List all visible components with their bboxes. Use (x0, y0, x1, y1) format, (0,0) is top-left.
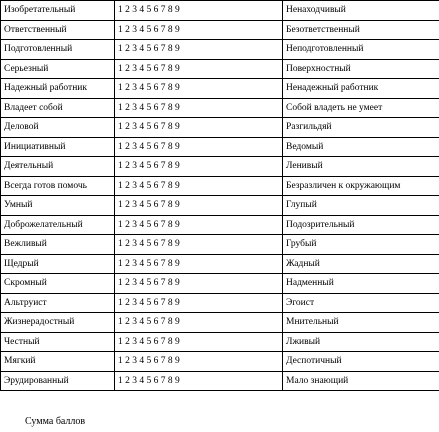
score-scale-cell: 1 2 3 4 5 6 7 8 9 (115, 98, 283, 118)
negative-trait-cell: Деспотичный (283, 352, 439, 372)
negative-trait-cell: Ненаходчивый (283, 1, 439, 21)
scale-row (1, 293, 439, 313)
negative-trait-cell: Жадный (283, 254, 439, 274)
positive-trait-cell: Деловой (1, 118, 115, 138)
scale-row (1, 118, 439, 138)
positive-trait-cell: Альтруист (1, 293, 115, 313)
negative-trait-cell: Поверхностный (283, 59, 439, 79)
negative-trait-cell: Ведомый (283, 137, 439, 157)
negative-trait-cell: Безответственный (283, 20, 439, 40)
scale-row (1, 313, 439, 333)
positive-trait-cell: Владеет собой (1, 98, 115, 118)
scale-row (1, 20, 439, 40)
negative-trait-cell: Лживый (283, 332, 439, 352)
negative-trait-cell: Грубый (283, 235, 439, 255)
negative-trait-cell: Безразличен к окружающим (283, 176, 439, 196)
negative-trait-cell: Неподготовленный (283, 40, 439, 60)
negative-trait-cell: Эгоист (283, 293, 439, 313)
scale-row (1, 40, 439, 60)
score-scale-cell: 1 2 3 4 5 6 7 8 9 (115, 196, 283, 216)
positive-trait-cell: Жизнерадостный (1, 313, 115, 333)
score-scale-cell: 1 2 3 4 5 6 7 8 9 (115, 254, 283, 274)
scale-row (1, 1, 439, 21)
score-scale-cell: 1 2 3 4 5 6 7 8 9 (115, 352, 283, 372)
score-scale-cell: 1 2 3 4 5 6 7 8 9 (115, 293, 283, 313)
scale-row (1, 79, 439, 99)
scale-row (1, 137, 439, 157)
negative-trait-cell: Ленивый (283, 157, 439, 177)
negative-trait-cell: Собой владеть не умеет (283, 98, 439, 118)
positive-trait-cell: Инициативный (1, 137, 115, 157)
scale-row (1, 371, 439, 391)
positive-trait-cell: Деятельный (1, 157, 115, 177)
total-score-label: Сумма баллов (25, 416, 86, 427)
score-scale-cell: 1 2 3 4 5 6 7 8 9 (115, 371, 283, 391)
negative-trait-cell: Разгильдяй (283, 118, 439, 138)
scale-row (1, 196, 439, 216)
positive-trait-cell: Скромный (1, 274, 115, 294)
scale-row (1, 215, 439, 235)
positive-trait-cell: Подготовленный (1, 40, 115, 60)
positive-trait-cell: Мягкий (1, 352, 115, 372)
positive-trait-cell: Ответственный (1, 20, 115, 40)
score-scale-cell: 1 2 3 4 5 6 7 8 9 (115, 235, 283, 255)
score-scale-cell: 1 2 3 4 5 6 7 8 9 (115, 20, 283, 40)
scale-row (1, 98, 439, 118)
positive-trait-cell: Изобретательный (1, 1, 115, 21)
score-scale-cell: 1 2 3 4 5 6 7 8 9 (115, 215, 283, 235)
score-scale-cell: 1 2 3 4 5 6 7 8 9 (115, 79, 283, 99)
scale-row (1, 59, 439, 79)
negative-trait-cell: Глупый (283, 196, 439, 216)
score-scale-cell: 1 2 3 4 5 6 7 8 9 (115, 1, 283, 21)
positive-trait-cell: Надежный работник (1, 79, 115, 99)
positive-trait-cell: Серьезный (1, 59, 115, 79)
negative-trait-cell: Надменный (283, 274, 439, 294)
scale-row (1, 235, 439, 255)
score-scale-cell: 1 2 3 4 5 6 7 8 9 (115, 176, 283, 196)
score-scale-cell: 1 2 3 4 5 6 7 8 9 (115, 332, 283, 352)
positive-trait-cell: Доброжелательный (1, 215, 115, 235)
score-scale-cell: 1 2 3 4 5 6 7 8 9 (115, 118, 283, 138)
score-scale-cell: 1 2 3 4 5 6 7 8 9 (115, 313, 283, 333)
score-scale-cell: 1 2 3 4 5 6 7 8 9 (115, 274, 283, 294)
positive-trait-cell: Вежливый (1, 235, 115, 255)
scale-row (1, 274, 439, 294)
scale-row (1, 352, 439, 372)
scale-row (1, 332, 439, 352)
negative-trait-cell: Мало знающий (283, 371, 439, 391)
score-scale-cell: 1 2 3 4 5 6 7 8 9 (115, 157, 283, 177)
negative-trait-cell: Ненадежный работник (283, 79, 439, 99)
negative-trait-cell: Подозрительный (283, 215, 439, 235)
scale-row (1, 254, 439, 274)
score-scale-cell: 1 2 3 4 5 6 7 8 9 (115, 137, 283, 157)
scale-row (1, 157, 439, 177)
positive-trait-cell: Умный (1, 196, 115, 216)
positive-trait-cell: Честный (1, 332, 115, 352)
score-scale-cell: 1 2 3 4 5 6 7 8 9 (115, 59, 283, 79)
positive-trait-cell: Щедрый (1, 254, 115, 274)
positive-trait-cell: Всегда готов помочь (1, 176, 115, 196)
score-scale-cell: 1 2 3 4 5 6 7 8 9 (115, 40, 283, 60)
negative-trait-cell: Мнительный (283, 313, 439, 333)
positive-trait-cell: Эрудированный (1, 371, 115, 391)
scale-row (1, 176, 439, 196)
rating-scale-body (1, 1, 439, 391)
